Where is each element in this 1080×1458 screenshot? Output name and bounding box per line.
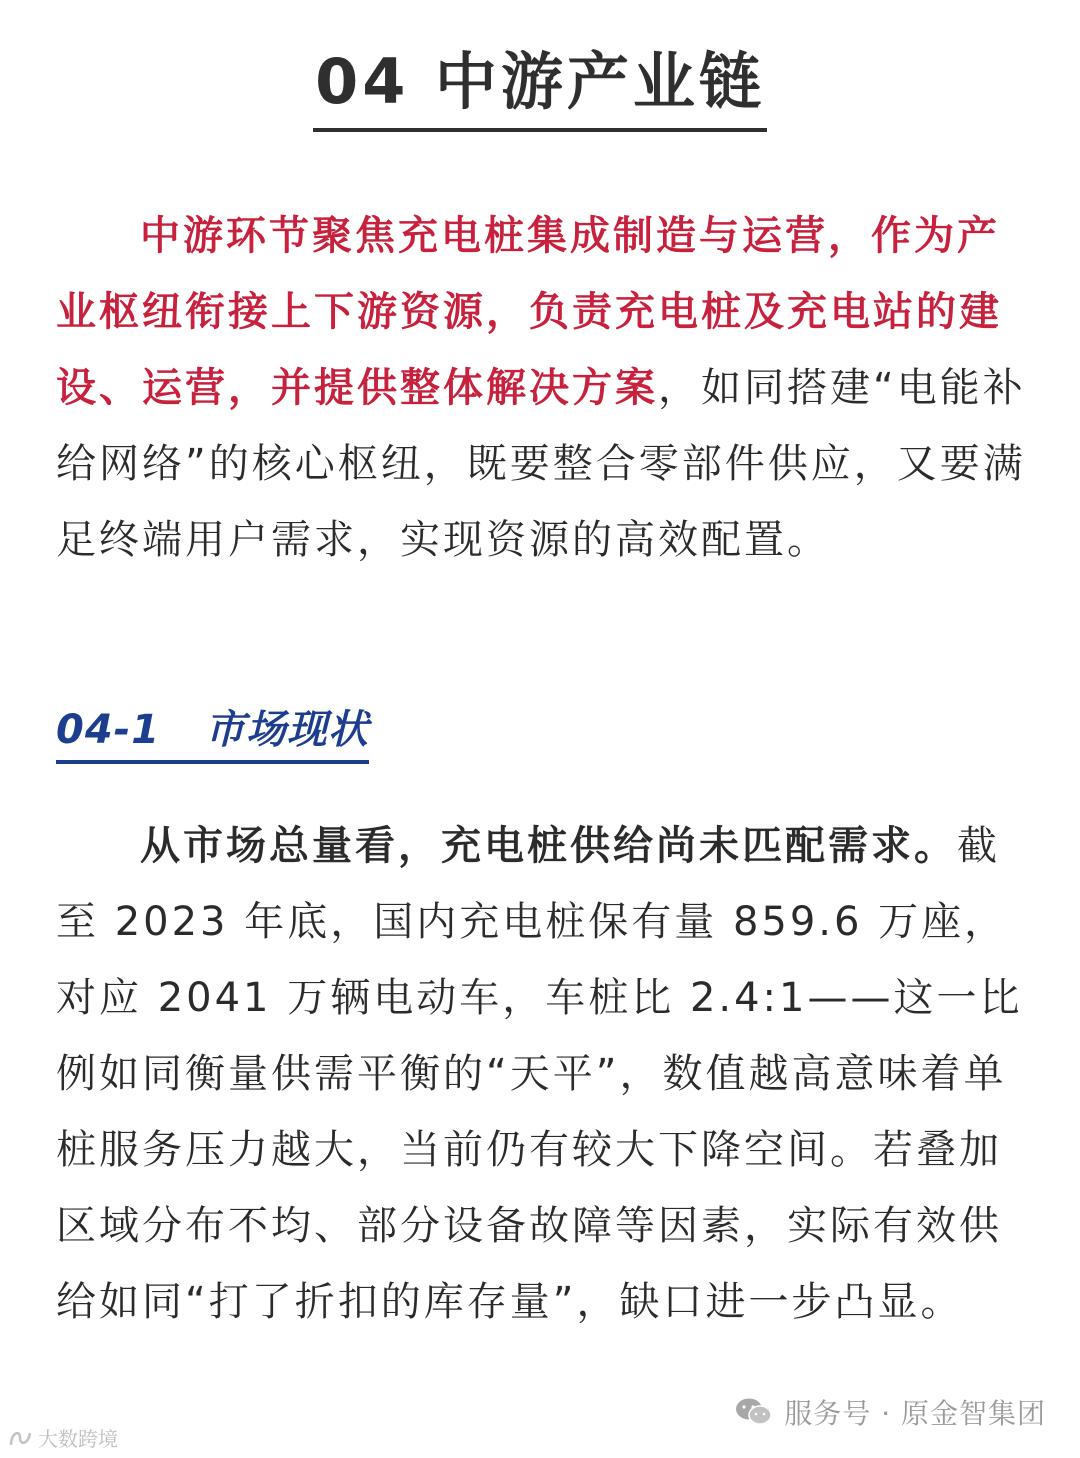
section-heading: 04-1 市场现状 bbox=[56, 704, 369, 764]
market-lead: 从市场总量看，充电桩供给尚未匹配需求。 bbox=[140, 823, 957, 869]
watermark-left bbox=[8, 1423, 118, 1452]
intro-highlight: 中游环节聚焦充电桩集成制造与运营，作为产业枢纽衔接上下游资源，负责充电桩及充电站的建设、运营，并提供整体解决方案 bbox=[56, 213, 1002, 411]
wechat-icon bbox=[734, 1396, 774, 1428]
market-text: 截至 2023 年底，国内充电桩保有量 859.6 万座，对应 2041 万辆电动车，车桩比 2.4:1——这一比例如同衡量供需平衡的“天平”，数值越高意味着单桩服务压力越大，当前仍有较大下降空间。若叠加区域分布不均、部分设备故障等因素，实际有效供给如同“打了折扣的库存量”，缺口进一步凸显。 bbox=[56, 823, 1023, 1325]
intro-rest: ，如同搭建“电能补给网络”的核心枢纽，既要整合零部件供应，又要满足终端用户需求，实现资源的高效配置。 bbox=[56, 365, 1026, 563]
page-title-text: 04 中游产业链 bbox=[313, 48, 767, 132]
page-title bbox=[0, 45, 1080, 132]
logo-mark-icon bbox=[8, 1427, 34, 1449]
watermark-right bbox=[734, 1392, 1046, 1432]
watermark-left-text: 大数跨境 bbox=[38, 1427, 118, 1451]
watermark-right-text: 服务号 · 原金智集团 bbox=[784, 1397, 1046, 1430]
intro-paragraph bbox=[56, 198, 1026, 578]
market-paragraph bbox=[56, 808, 1026, 1340]
